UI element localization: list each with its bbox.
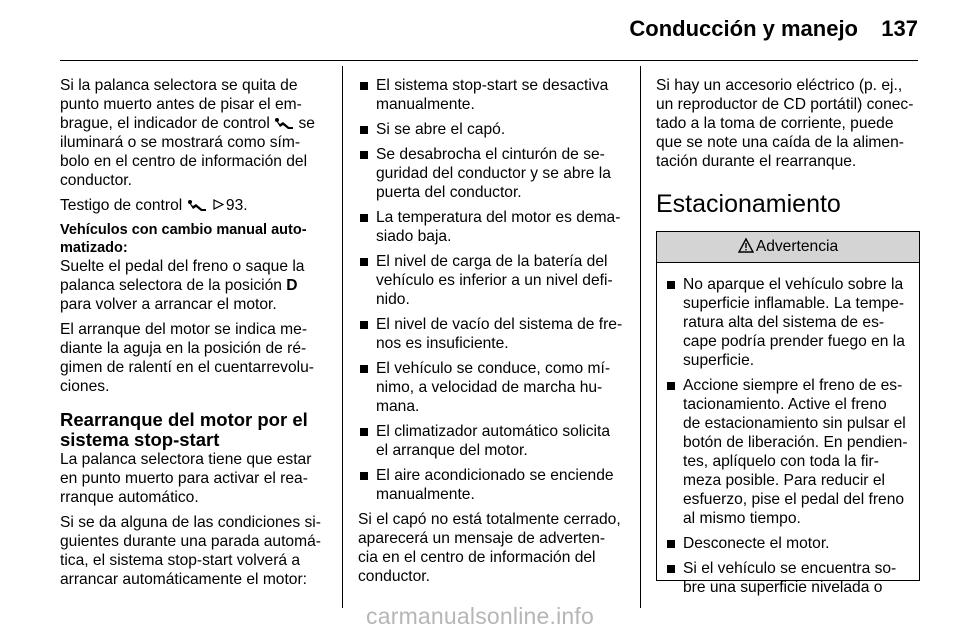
page-number: 137 (881, 16, 918, 41)
warning-box (656, 231, 920, 596)
column-left (60, 76, 328, 595)
column-middle (358, 76, 624, 592)
list-item: Si se abre el capó. (358, 120, 624, 139)
paragraph: El arranque del motor se indica me- diante la aguja en la posición de ré- gimen de ralentí en el cuentarrevolu- ciones. (60, 321, 314, 395)
header-title: Conducción y manejo (629, 16, 858, 41)
column-right (656, 76, 920, 596)
subheading: Vehículos con cambio manual auto- matizado: (60, 222, 307, 256)
list-item: Si el vehículo se encuentra so- bre una superficie nivelada o (665, 559, 911, 597)
paragraph: La palanca selectora tiene que estar en punto muerto para activar el rea- rranque automático. (60, 451, 312, 506)
list-item: Se desabrocha el cinturón de se- guridad del conductor y se abre la puerta del conductor. (358, 145, 624, 202)
stop-start-indicator-icon (187, 199, 207, 212)
list-item: Desconecte el motor. (665, 534, 911, 553)
page-reference[interactable]: 93. (225, 197, 248, 214)
paragraph: Si hay un accesorio eléctrico (p. ej., un reproductor de CD portátil) conec- tado a la toma de corriente, puede que se note una caída de la alimen- tación durante el rearranque. (656, 77, 914, 170)
column-divider (640, 66, 641, 608)
list-item: La temperatura del motor es dema- siado baja. (358, 208, 624, 246)
warning-header (657, 232, 919, 263)
paragraph: Si el capó no está totalmente cerrado, aparecerá un mensaje de adverten- cia en el centro de información del conductor. (358, 511, 621, 585)
paragraph: Si la palanca selectora se quita de punto muerto antes de pisar el em- brague, el indicador de control se iluminará o se mostrará como sím- bolo en el centro de información del conductor. (60, 77, 315, 189)
list-item: El sistema stop-start se desactiva manualmente. (358, 76, 624, 114)
section-title: Estacionamiento (656, 190, 841, 218)
list-item: El vehículo se conduce, como mí- nimo, a velocidad de marcha hu- mana. (358, 359, 624, 416)
list-item: El nivel de carga de la batería del vehículo es inferior a un nivel defi- nido. (358, 252, 624, 309)
watermark: carmanualsonline.info (366, 603, 594, 629)
list-item: Accione siempre el freno de es- tacionamiento. Active el freno de estacionamiento sin pulsar el botón de liberación. En pendien- tes, aplíquelo con toda la fir- meza posible. Para reducir el esfuerzo, pise el pedal del freno al mismo tiempo. (665, 376, 911, 528)
warning-triangle-icon (738, 238, 754, 253)
page-reference-icon (213, 199, 224, 210)
list-item: El climatizador automático solicita el arranque del motor. (358, 422, 624, 460)
stop-start-indicator-icon (274, 117, 294, 130)
page-header (0, 0, 960, 60)
paragraph: Suelte el pedal del freno o saque la palanca selectora de la posición D para volver a arrancar el motor. (60, 258, 305, 313)
paragraph: Si se da alguna de las condiciones si- guientes durante una parada automá- tica, el sistema stop-start volverá a arrancar automáticamente el motor: (60, 514, 321, 588)
header-rule (60, 60, 918, 61)
list-item: El aire acondicionado se enciende manualmente. (358, 466, 624, 504)
column-divider (342, 66, 343, 608)
list-item: El nivel de vacío del sistema de fre- nos es insuficiente. (358, 315, 624, 353)
warning-title: Advertencia (755, 238, 839, 255)
section-heading: Rearranque del motor por el sistema stop-start (60, 409, 308, 450)
paragraph: Testigo de control 93. (60, 197, 248, 214)
warning-body (657, 263, 919, 597)
list-item: No aparque el vehículo sobre la superficie inflamable. La tempe- ratura alta del sistema de es- cape podría prender fuego en la superficie. (665, 275, 911, 370)
